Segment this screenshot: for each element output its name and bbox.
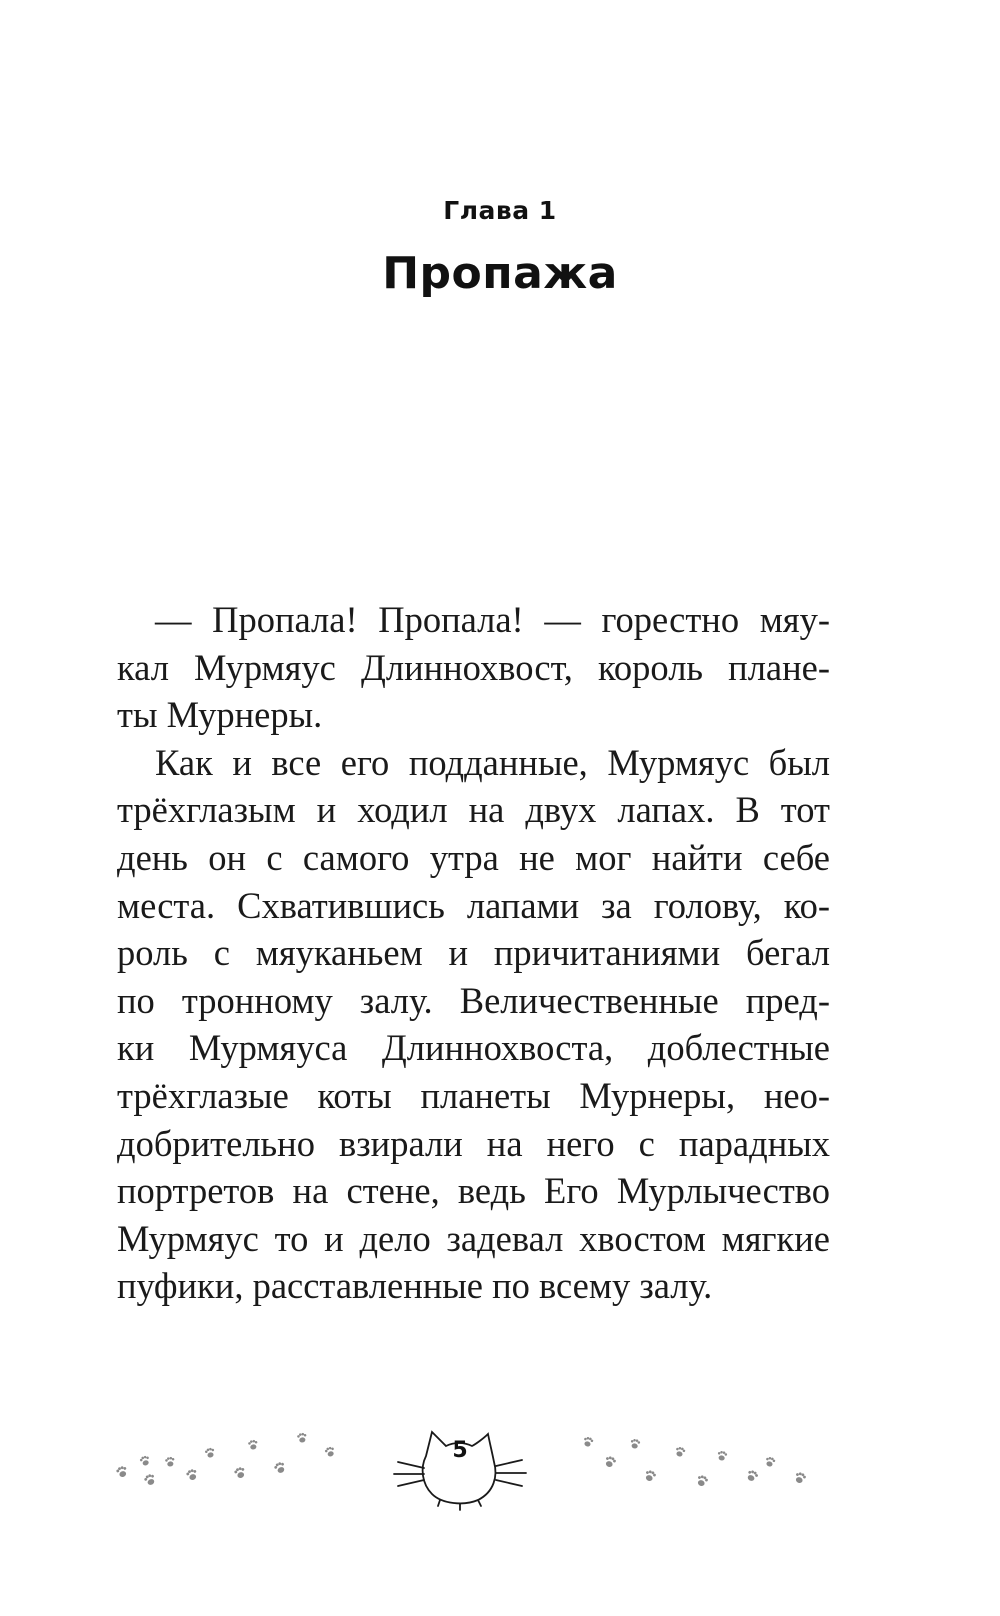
text-line: портретов на стене, ведь Его Мурлычество: [117, 1170, 830, 1212]
text-line: ки Мурмяуса Длиннохвоста, доблестные: [117, 1027, 830, 1069]
paw-prints-left-icon: [115, 1432, 336, 1486]
text-line: по тронному залу. Величественные пред-: [117, 979, 830, 1021]
text-line: места. Схватившись лапами за голову, ко-: [117, 884, 830, 926]
text-line: Как и все его подданные, Мурмяус был: [155, 741, 830, 783]
text-line: ты Мурнеры.: [117, 694, 323, 736]
text-line: день он с самого утра не мог найти себе: [117, 836, 830, 878]
text-line: — Пропала! Пропала! — горестно мяу-: [155, 599, 830, 640]
text-line: добрительно взирали на него с парадных: [117, 1122, 830, 1164]
chapter-label: Глава 1: [443, 196, 557, 225]
text-line: Мурмяус то и дело задевал хвостом мягкие: [117, 1217, 830, 1259]
paragraph-1: [117, 596, 830, 739]
text-line: пуфики, расставленные по всему залу.: [117, 1265, 713, 1307]
page-number: 5: [452, 1438, 468, 1463]
text-line: трёхглазым и ходил на двух лапах. В тот: [117, 789, 830, 831]
text-line: кал Мурмяус Длиннохвост, король плане-: [117, 646, 830, 688]
text-line: трёхглазые коты планеты Мурнеры, нео-: [117, 1074, 830, 1116]
paragraph-2: [117, 739, 830, 1310]
chapter-title: Пропажа: [382, 248, 618, 299]
body-text: [117, 596, 830, 1310]
text-line: роль с мяуканьем и причитаниями бегал: [117, 932, 830, 974]
paw-prints-right-icon: [582, 1436, 806, 1487]
